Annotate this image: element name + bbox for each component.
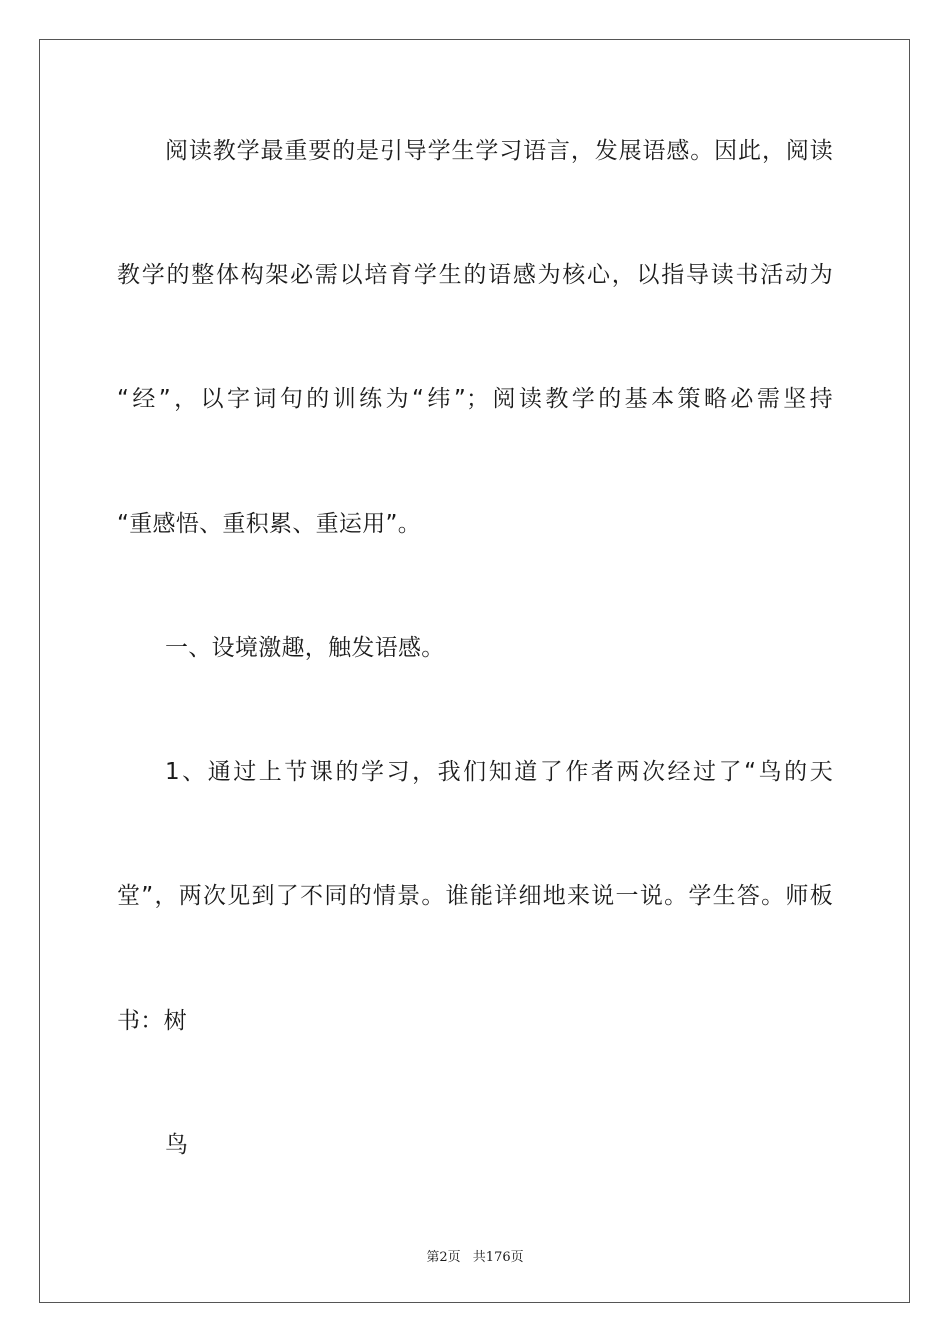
paragraph-line-8: 书：树 (117, 1008, 187, 1034)
paragraph-line-6: 1、通过上节课的学习，我们知道了作者两次经过了“鸟的天 (165, 759, 833, 785)
paragraph-line-4: “重感悟、重积累、重运用”。 (117, 511, 422, 537)
page-footer (0, 1250, 950, 1266)
page-frame (39, 39, 910, 1303)
paragraph-line-2: 教学的整体构架必需以培育学生的语感为核心，以指导读书活动为 (117, 262, 833, 288)
paragraph-line-3: “经”，以字词句的训练为“纬”；阅读教学的基本策略必需坚持 (117, 386, 833, 412)
page-number: 第2页 (426, 1250, 461, 1265)
page-total: 共176页 (472, 1250, 524, 1265)
section-heading: 一、设境激趣，触发语感。 (165, 635, 445, 661)
paragraph-line-1: 阅读教学最重要的是引导学生学习语言，发展语感。因此，阅读 (165, 138, 833, 164)
paragraph-line-7: 堂”，两次见到了不同的情景。谁能详细地来说一说。学生答。师板 (117, 883, 833, 909)
paragraph-line-9: 鸟 (165, 1132, 189, 1158)
